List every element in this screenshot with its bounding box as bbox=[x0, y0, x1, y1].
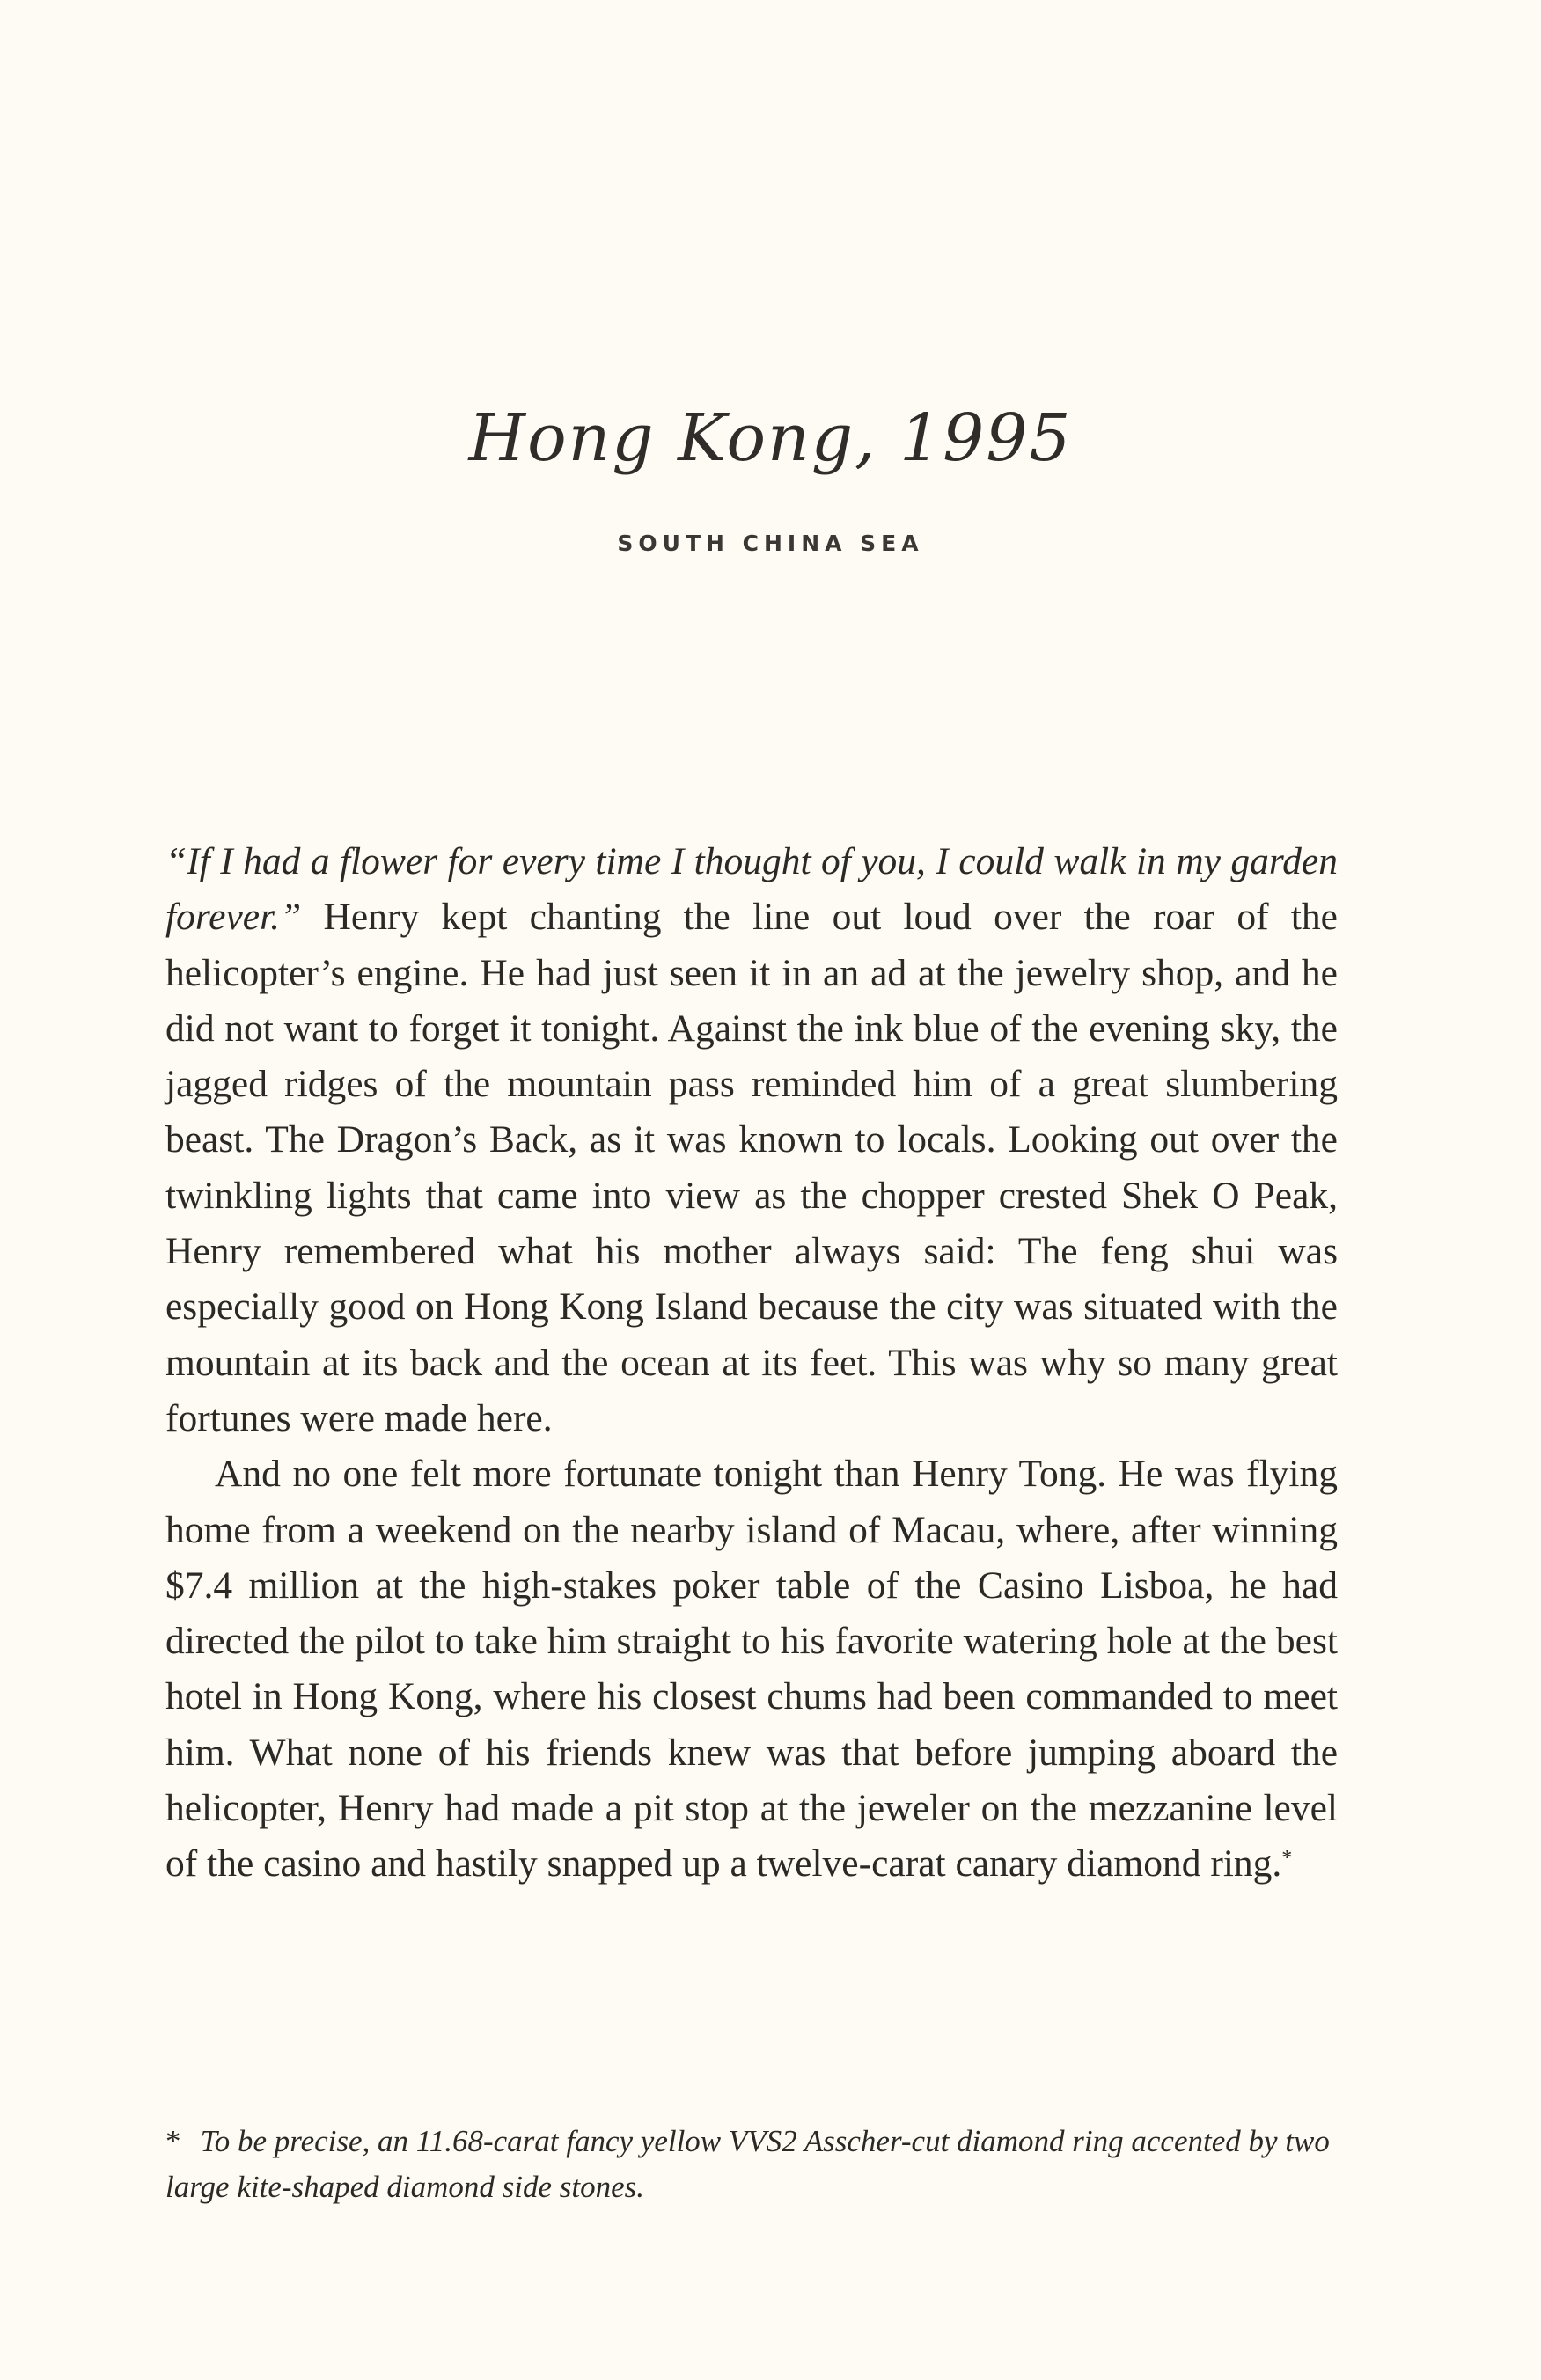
paragraph-1-text: Henry kept chanting the line out loud over the roar of the helicopter’s engine. He had just seen it in an ad at the jewelry shop, and he did not want to forget it tonight. Against the ink blue of the evening sky, the jagged ridges of the mountain pass reminded him of a great slumbering beast. The Dragon’s Back, as it was known to locals. Looking out over the twinkling lights that came into view as the chopper crested Shek O Peak, Henry remembered what his mother always said: The feng shui was especially good on Hong Kong Island because the city was situated with the mountain at its back and the ocean at its feet. This was why so many great fortunes were made here. bbox=[165, 896, 1338, 1439]
footnote bbox=[165, 2119, 1338, 2210]
chapter-subtitle: SOUTH CHINA SEA bbox=[617, 531, 924, 556]
paragraph-1 bbox=[165, 834, 1338, 1446]
paragraph-2-text: And no one felt more fortunate tonight than Henry Tong. He was flying home from a weekend on the nearby island of Macau, where, after winning $7.4 million at the high-stakes poker table of the Casino Lisboa, he had directed the pilot to take him straight to his favorite watering hole at the best hotel in Hong Kong, where his closest chums had been commanded to meet him. What none of his friends knew was that before jumping aboard the helicopter, Henry had made a pit stop at the jeweler on the mezzanine level of the casino and hastily snapped up a twelve-carat canary diamond ring. bbox=[165, 1453, 1338, 1886]
footnote-text: To be precise, an 11.68-carat fancy yellow VVS2 Asscher-cut diamond ring accented by two large kite-shaped diamond side stones. bbox=[165, 2124, 1330, 2204]
body-text bbox=[165, 834, 1338, 1893]
footnote-reference[interactable]: * bbox=[1281, 1847, 1293, 1871]
opening-quote: “If I had a flower for every time I thought of you, I could walk in my garden forever.” bbox=[165, 840, 1338, 939]
paragraph-2 bbox=[165, 1446, 1338, 1892]
footnote-marker: * bbox=[165, 2124, 181, 2158]
chapter-title: Hong Kong, 1995 bbox=[468, 400, 1073, 476]
